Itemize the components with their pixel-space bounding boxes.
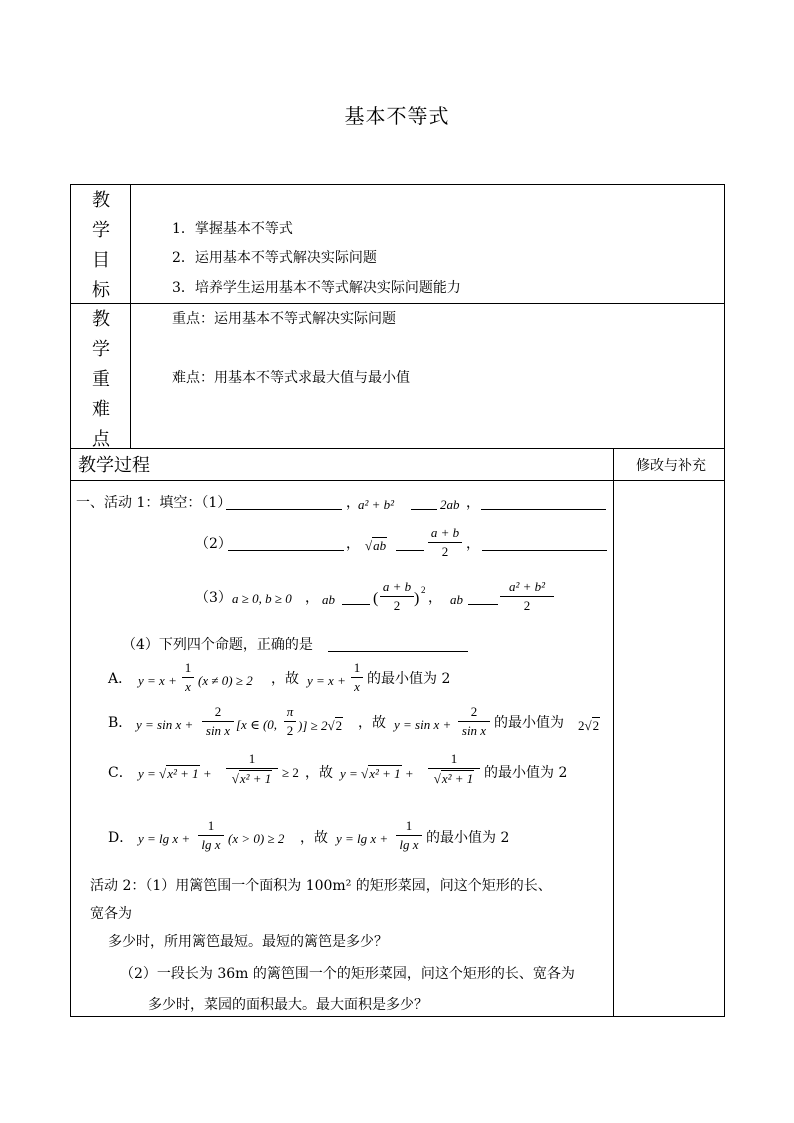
blank-2b: [396, 550, 424, 551]
p3-cond: a ≥ 0, b ≥ 0: [232, 591, 292, 606]
side-header: 修改与补充: [636, 458, 706, 474]
frac-2-over-sinx: 2 sin x: [202, 704, 234, 739]
frac-2-over-sinx-2: 2 sin x: [458, 704, 490, 739]
goal-item-3: 3．培养学生运用基本不等式解决实际问题能力: [172, 280, 461, 296]
process-header: 教学过程: [78, 455, 150, 476]
opt-b-bound: )] ≥ 2√2: [298, 718, 343, 733]
gu: ，故: [305, 765, 333, 781]
q4-text: （4）下列四个命题，正确的是: [122, 637, 313, 653]
opt-b-interval: [x ∈ (0,: [236, 717, 278, 732]
opt-b-expr1: y = sin x +: [136, 717, 194, 732]
activity2-line5: 多少时，菜园的面积最大。最大面积是多少？: [148, 997, 428, 1013]
ab-1: ab: [322, 592, 335, 607]
focus-label: 教 学 重 难 点: [92, 309, 110, 450]
ab-2: ab: [450, 592, 463, 607]
comma: ，: [346, 495, 360, 511]
frac-a-plus-b-over-2: a + b 2: [428, 525, 462, 560]
page-title: 基本不等式: [344, 104, 450, 128]
comma: ，: [428, 590, 442, 606]
opt-d-expr2: y = lg x +: [336, 831, 389, 846]
p1-expr: a² + b²: [358, 497, 395, 512]
goal-item-2: 2．运用基本不等式解决实际问题: [172, 250, 377, 266]
comma: ，: [466, 536, 480, 552]
gu: ，故: [358, 715, 386, 731]
activity2-line2: 宽各为: [90, 906, 132, 922]
blank-3b: [468, 604, 498, 605]
blank-2a: [228, 550, 344, 551]
opt-a-expr1: y = x +: [138, 673, 177, 688]
opt-d-conclusion: 的最小值为 2: [426, 830, 510, 846]
frac-c-2: 1 √x² + 1: [428, 751, 480, 787]
p3-label: （3）: [195, 590, 232, 606]
opt-b-conclusion: 的最小值为: [494, 715, 564, 731]
gu: ，故: [300, 830, 328, 846]
opt-d-label: D．: [108, 830, 134, 846]
frac-1-over-x: 1 x: [182, 660, 194, 695]
opt-a-label: A．: [108, 671, 133, 687]
frac-3b: a² + b² 2: [500, 579, 554, 614]
blank-4: [328, 651, 468, 652]
goals-label: 教 学 目 标: [92, 190, 110, 301]
opt-c-label: C．: [108, 765, 133, 781]
activity1-intro: 一、活动 1：填空：（1）: [76, 495, 232, 511]
opt-c-expr1: y = √x² + 1 +: [138, 766, 212, 781]
gu: ，故: [271, 671, 299, 687]
goal-item-1: 1．掌握基本不等式: [172, 221, 293, 237]
comma: ，: [305, 590, 319, 606]
p2-label: （2）: [195, 536, 232, 552]
blank-1b: [411, 509, 437, 510]
activity2-line3: 多少时，所用篱笆最短。最短的篱笆是多少？: [108, 934, 388, 950]
opt-a-expr2: y = x +: [307, 673, 346, 688]
comma: ，: [346, 536, 360, 552]
frac-c-1: 1 √x² + 1: [226, 751, 278, 787]
two-sqrt-two: 2√2: [578, 718, 600, 733]
blank-1c: [481, 509, 606, 510]
difficulty: 难点：用基本不等式求最大值与最小值: [172, 370, 410, 386]
opt-a-cond: (x ≠ 0) ≥ 2: [198, 673, 253, 688]
blank-2c: [482, 550, 607, 551]
sqrt-ab: √ab: [365, 538, 387, 553]
activity2-line4: （2）一段长为 36m 的篱笆围一个的矩形菜园，问这个矩形的长、宽各为: [120, 966, 575, 982]
comma: ，: [466, 495, 480, 511]
opt-c-expr2: y = √x² + 1 +: [340, 766, 414, 781]
frac-3: a + b 2: [380, 579, 414, 614]
activity2-line1: 活动 2：（1）用篱笆围一个面积为 100m² 的矩形菜园，问这个矩形的长、: [90, 878, 552, 894]
blank-3a: [342, 604, 370, 605]
opt-a-conclusion: 的最小值为 2: [367, 671, 451, 687]
key-point: 重点：运用基本不等式解决实际问题: [172, 311, 396, 327]
opt-b-expr2: y = sin x +: [394, 717, 452, 732]
frac-1-over-lgx-2: 1 lg x: [396, 818, 422, 853]
opt-b-label: B．: [108, 715, 133, 731]
frac-1-over-lgx: 1 lg x: [198, 818, 224, 853]
p1-rhs: 2ab: [440, 497, 460, 512]
frac-pi-over-2: π 2: [284, 704, 296, 739]
blank-1a: [226, 509, 342, 510]
frac-1-over-x-2: 1 x: [351, 660, 363, 695]
opt-d-expr1: y = lg x +: [138, 831, 191, 846]
opt-d-cond: (x > 0) ≥ 2: [228, 831, 285, 846]
opt-c-conclusion: 的最小值为 2: [484, 765, 568, 781]
opt-c-ge2: ≥ 2: [282, 765, 299, 780]
